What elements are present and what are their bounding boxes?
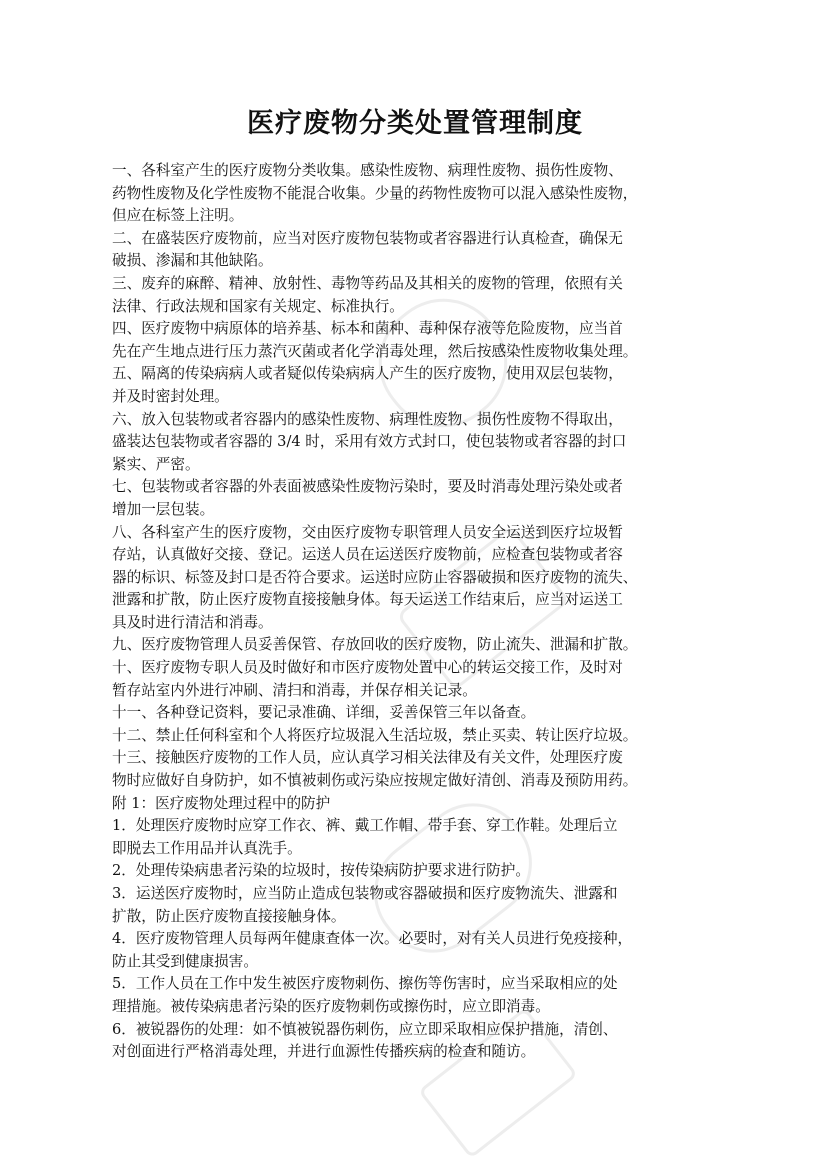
appendix-item-5: 5．工作人员在工作中发生被医疗废物刺伤、擦伤等伤害时，应当采取相应的处 理措施。被传染病患者污染的医疗废物刺伤或擦伤时，应立即消毒。 [112,975,618,1015]
paragraph-7: 七、包装物或者容器的外表面被感染性废物污染时，要及时消毒处理污染处或者 增加一层包装。 [112,478,623,518]
appendix-item-6: 6．被锐器伤的处理：如不慎被锐器伤刺伤，应立即采取相应保护措施，清创、 对创面进行严格消毒处理，并进行血源性传播疾病的检查和随访。 [112,1020,618,1061]
appendix-heading: 附 1：医疗废物处理过程中的防护 [112,794,331,812]
document-body [112,160,718,1064]
appendix-item-4: 4．医疗废物管理人员每两年健康查体一次。必要时，对有关人员进行免疫接种， 防止其受到健康损害。 [112,930,633,970]
paragraph-9: 九、医疗废物管理人员妥善保管、存放回收的医疗废物，防止流失、泄漏和扩散。 [112,636,638,654]
paragraph-6: 六、放入包装物或者容器内的感染性废物、病理性废物、损伤性废物不得取出， 盛装达包装物或者容器的 3/4 时，采用有效方式封口，使包装物或者容器的封口 紧实、严密。 [112,410,627,473]
paragraph-10: 十、医疗废物专职人员及时做好和市医疗废物处置中心的转运交接工作，及时对 暂存站室内外进行冲刷、清扫和消毒，并保存相关记录。 [112,659,623,699]
appendix-item-3: 3．运送医疗废物时，应当防止造成包装物或容器破损和医疗废物流失、泄露和 扩散，防止医疗废物直接接触身体。 [112,885,618,925]
appendix-item-2: 2．处理传染病患者污染的垃圾时，按传染病防护要求进行防护。 [112,862,530,880]
document-title: 医疗废物分类处置管理制度 [247,108,583,139]
paragraph-2: 二、在盛装医疗废物前，应当对医疗废物包装物或者容器进行认真检查，确保无 破损、渗漏和其他缺陷。 [112,229,623,270]
appendix-item-1: 1．处理医疗废物时应穿工作衣、裤、戴工作帽、带手套、穿工作鞋。处理后立 即脱去工作用品并认真洗手。 [112,817,618,857]
paragraph-4: 四、医疗废物中病原体的培养基、标本和菌种、毒种保存液等危险废物，应当首 先在产生地点进行压力蒸汽灭菌或者化学消毒处理，然后按感染性废物收集处理。 [112,320,638,360]
paragraph-13: 十三、接触医疗废物的工作人员，应认真学习相关法律及有关文件，处理医疗废 物时应做好自身防护，如不慎被刺伤或污染应按规定做好清创、消毒及预防用药。 [112,749,638,790]
paragraph-5: 五、隔离的传染病病人或者疑似传染病病人产生的医疗废物，使用双层包装物， 并及时密封处理。 [112,365,623,405]
paragraph-12: 十二、禁止任何科室和个人将医疗垃圾混入生活垃圾，禁止买卖、转让医疗垃圾。 [112,726,638,744]
paragraph-3: 三、废弃的麻醉、精神、放射性、毒物等药品及其相关的废物的管理，依照有关 法律、行政法规和国家有关规定、标准执行。 [112,274,623,315]
paragraph-11: 十一、各种登记资料，要记录准确、详细，妥善保管三年以备查。 [112,704,536,722]
paragraph-8: 八、各科室产生的医疗废物，交由医疗废物专职管理人员安全运送到医疗垃圾暂 存站，认真做好交接、登记。运送人员在运送医疗废物前，应检查包装物或者容 器的标识、标签及封口是否符合要求。运送时应防止容器破损和医疗废物的流失、 泄露和扩散，防止医疗废物直接接触身体。每天运送工作结束后，应当对运送工 具及时进行清洁和消毒。 [112,523,638,631]
paragraph-1: 一、各科室产生的医疗废物分类收集。感染性废物、病理性废物、损伤性废物、 药物性废物及化学性废物不能混合收集。少量的药物性废物可以混入感染性废物， 但应在标签上注明。 [112,162,638,225]
